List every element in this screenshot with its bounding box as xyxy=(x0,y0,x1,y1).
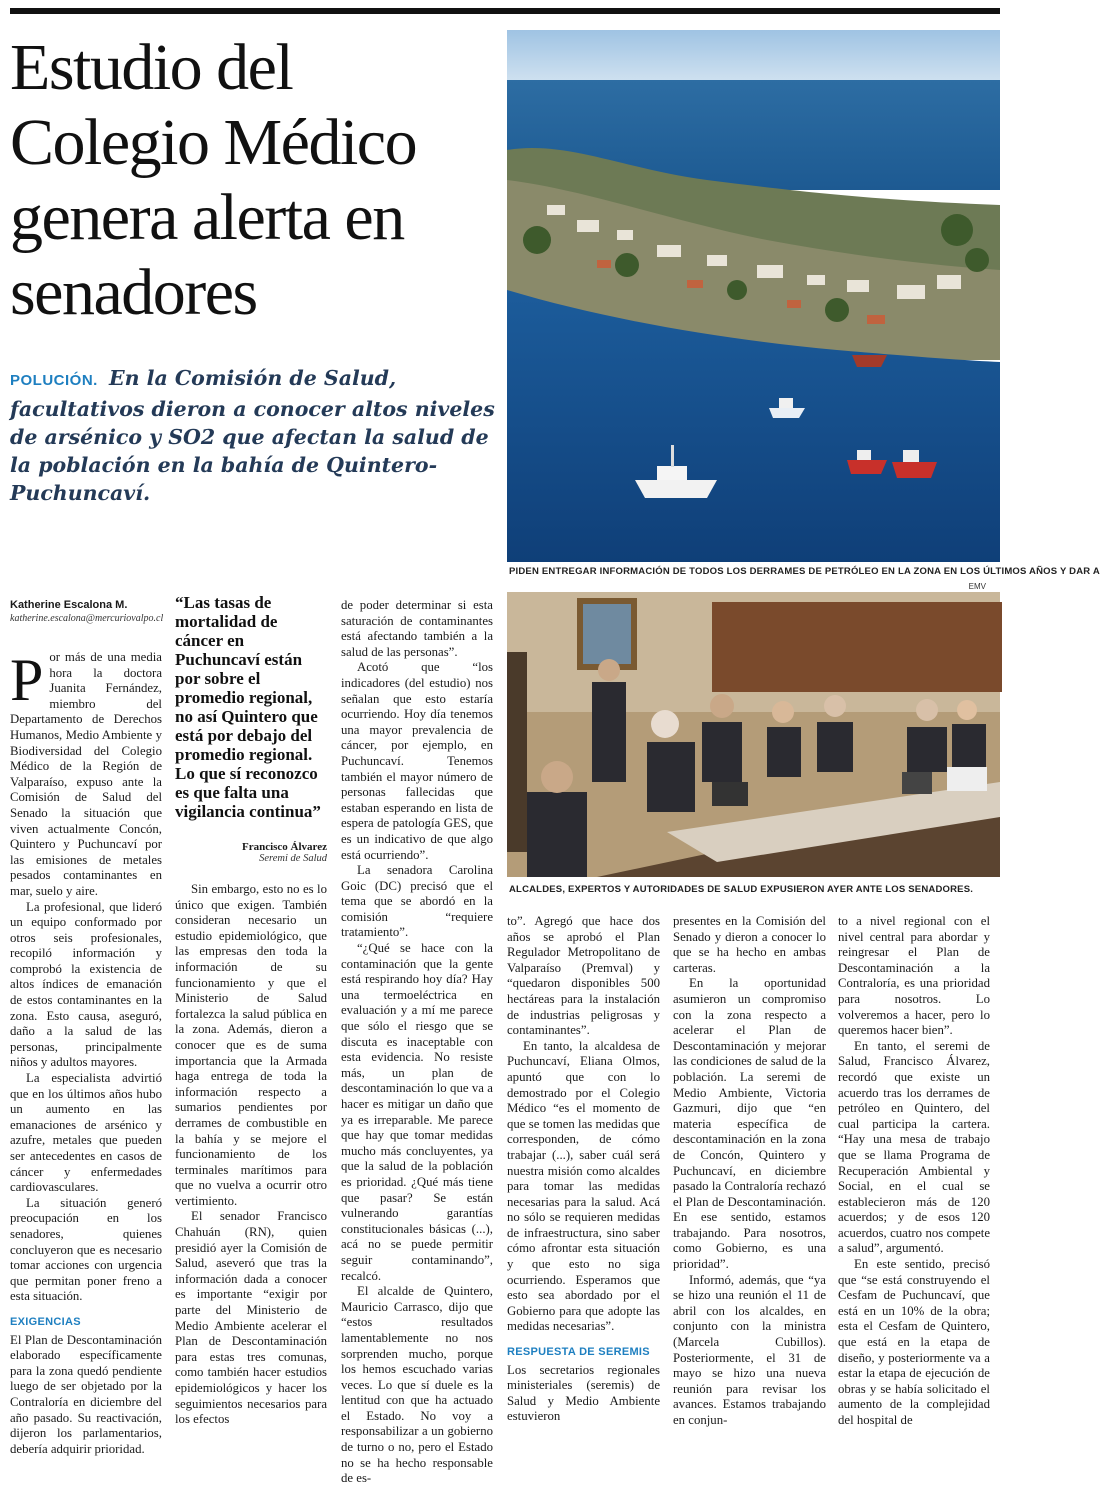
pull-quote-role: Seremi de Salud xyxy=(259,853,327,864)
byline-email: katherine.escalona@mercuriovalpo.cl xyxy=(10,613,164,624)
column-2 xyxy=(175,882,327,1428)
body-paragraph: Los secretarios regionales ministeriales (seremis) de Salud y Medio Ambiente estuvieron xyxy=(507,1362,660,1424)
body-paragraph: de poder determinar si esta saturación de contaminantes está afectando también a la salud de las personas”. xyxy=(341,598,493,659)
body-paragraph: La senadora Carolina Goic (DC) precisó que el tema que se abordó en la comisión “requiere tratamiento”. xyxy=(341,863,493,940)
photo-credit: EMV xyxy=(968,582,986,591)
drop-cap: P xyxy=(10,647,44,713)
pull-quote-name: Francisco Álvarez xyxy=(241,841,327,853)
lead-text: En la Comisión de Salud, facultativos dieron a conocer altos niveles de arsénico y SO2 que afectan la salud de la población en la bahía de Quintero-Puchuncaví. xyxy=(10,366,495,505)
body-paragraph: to a nivel regional con el nivel central para abordar y reingresar el Plan de Descontaminación a la Contraloría, es una prioridad para nosotros. Lo volveremos a hacer, pero lo queremos hacer bien”. xyxy=(838,914,990,1038)
column-1 xyxy=(10,598,162,1457)
bay-photo-caption: PIDEN ENTREGAR INFORMACIÓN DE TODOS LOS DERRAMES DE PETRÓLEO EN LA ZONA EN LOS ÚLTIMOS AÑOS Y DAR A xyxy=(509,566,1100,577)
headline: Estudio del Colegio Médico genera alerta en senadores xyxy=(10,31,417,329)
body-paragraph: to”. Agregó que hace dos años se aprobó el Plan Regulador Metropolitano de Valparaíso (Premval) y “quedaron disponibles 500 hectáreas para la instalación de industrias peligrosas y contaminantes”. xyxy=(507,914,660,1038)
meeting-photo xyxy=(507,592,1000,877)
body-paragraph: Por más de una media hora la doctora Juanita Fernández, miembro del Departamento de Derechos Humanos, Medio Ambiente y Biodiversidad del Colegio Médico de la Región de Valparaíso, expuso ante la Comisión de Salud del Senado la situación que viven actualmente Concón, Quintero y Puchuncaví por las emisiones de metales pesados contaminantes en mar, suelo y aire. xyxy=(10,647,162,898)
body-paragraph: presentes en la Comisión del Senado y dieron a conocer lo que se ha hecho en ambas carteras. xyxy=(673,914,826,975)
column-3 xyxy=(341,598,493,1487)
lead-paragraph xyxy=(10,364,500,507)
body-paragraph: Acotó que “los indicadores (del estudio) nos señalan que esto estaría ocurriendo. Hoy día tenemos una mayor prevalencia de cáncer, por ejemplo, en Puchuncaví. Tenemos también el mayor número de personas fallecidas que estaban esperando en lista de espera de patología GES, que es un indicativo de que algo está ocurriendo”. xyxy=(341,660,493,862)
body-paragraph: La situación generó preocupación en los senadores, quienes concluyeron que es necesario tomar acciones con urgencia que permitan poner freno a esta situación. xyxy=(10,1195,162,1304)
top-rule xyxy=(10,8,1000,14)
pull-quote xyxy=(175,593,327,864)
body-paragraph: La especialista advirtió que en los últimos años hubo un aumento en las emanaciones de arsénico y azufre, metales que pueden ser antecedentes en casos de cáncer y enfermedades cardiovasculares. xyxy=(10,1071,162,1195)
body-paragraph: La profesional, que lideró un equipo conformado por otros seis profesionales, recopiló información y comprobó la existencia de altos índices de emanación de estos contaminantes en la zona. Esto causa, aseguró, daño a la salud de las personas, principalmente niños y adultos mayores. xyxy=(10,899,162,1070)
column-5 xyxy=(673,914,826,1429)
column-6 xyxy=(838,914,990,1429)
body-paragraph: En tanto, la alcaldesa de Puchuncaví, Eliana Olmos, apuntó que con lo demostrado por el Colegio Médico “es el momento de que se tomen las medidas que corresponden, de cómo trabajar (...), saber cuál será nuestra misión como alcaldes para tomar las medidas necesarias para la salud. Acá no sólo se requieren medidas de infraestructura, sino saber cómo afrontar esta situación y que esto no siga ocurriendo. Esperamos que esto sea abordado por el Gobierno para que adopte las medidas necesarias”. xyxy=(507,1038,660,1334)
body-paragraph: El alcalde de Quintero, Mauricio Carrasco, dijo que “estos resultados lamentablemente no nos sorprenden mucho, porque los hemos escuchado varias veces. Lo que sí duele es la lentitud con que ha actuado el Estado. No voy a responsabilizar a un gobierno de turno o no, pero el Estado no se ha hecho responsable de es- xyxy=(341,1284,493,1486)
body-paragraph: En tanto, el seremi de Salud, Francisco Álvarez, recordó que existe un acuerdo tras los derrames de petróleo en Quintero, del cual participa la cartera. “Hay una mesa de trabajo que se llama Programa de Recuperación Ambiental y Social, en el cual se establecieron más de 120 acuerdos; y de esos 120 acuerdos, cuatro nos compete a salud”, argumentó. xyxy=(838,1038,990,1256)
column-4 xyxy=(507,914,660,1425)
byline-author: Katherine Escalona M. xyxy=(10,599,128,611)
body-paragraph: Informó, además, que “ya se hizo una reunión el 11 de abril con los alcaldes, en conjunto con la ministra (Marcela Cubillos). Posteriormente, el 31 de mayo se hizo una nueva reunión para revisar los avances. Estamos trabajando en conjun- xyxy=(673,1272,826,1427)
bay-photo xyxy=(507,30,1000,562)
subhead-seremis: RESPUESTA DE SEREMIS xyxy=(507,1346,650,1359)
subhead-exigencias: EXIGENCIAS xyxy=(10,1315,81,1328)
body-paragraph: En la oportunidad asumieron un compromiso con la zona respecto a acelerar el Plan de Descontaminación y mejorar las condiciones de salud de la población. La seremi de Medio Ambiente, Victoria Gazmuri, dijo que “en materia específica de descontaminación en la zona de Concón, Quintero y Puchuncaví, en diciembre pasado la Contraloría rechazó el Plan de Descontaminación. En ese sentido, estamos trabajando. Para nosotros, como Gobierno, es una prioridad”. xyxy=(673,976,826,1272)
pull-quote-text: “Las tasas de mortalidad de cáncer en Puchuncaví están por sobre el promedio regional, no así Quintero que está por debajo del promedio regional. Lo que sí reconozco es que falta una vigilancia continua” xyxy=(175,593,321,821)
body-paragraph: En este sentido, precisó que “se está construyendo el Cesfam de Puchuncaví, que está en un 10% de la obra; esta el Cesfam de Quintero, que está en la etapa de diseño, y posteriormente va a estar la etapa de ejecución de obras y se había solicitado el aumento de la complejidad del hospital de xyxy=(838,1257,990,1427)
body-paragraph: El Plan de Descontaminación elaborado específicamente para la zona quedó pendiente luego de ser objetado por la Contraloría en diciembre del año pasado. Su reactivación, dijeron los parlamentarios, debería adquirir prioridad. xyxy=(10,1332,162,1456)
meeting-photo-caption: ALCALDES, EXPERTOS Y AUTORIDADES DE SALUD EXPUSIERON AYER ANTE LOS SENADORES. xyxy=(509,884,974,895)
body-paragraph: Sin embargo, esto no es lo único que exigen. También consideran necesario un estudio epidemiológico, que las empresas den toda la información de su funcionamiento y que el Ministerio de Salud fortalezca la salud pública en la zona. Además, dieron a conocer que es de suma importancia que la Armada haga entrega de toda la información respecto a sumarios pendientes por derrames de combustible en la bahía y se mejore el funcionamiento de los terminales marítimos para que no vuelva a ocurrir otro vertimiento. xyxy=(175,882,327,1208)
body-paragraph: “¿Qué se hace con la contaminación que la gente está respirando hoy día? Hay una termoeléctrica en evaluación y a mí me parece que sólo el riesgo que se discuta es inaceptable con esta evidencia. No resiste más, un plan de descontaminación lo que va a hacer es mitigar un daño que ya es irreparable. Me parece que hay que tomar medidas mucho más concluyentes, ya que la salud de la población es prioridad. ¿Qué más tiene que pasar? Se están vulnerando garantías constitucionales básicas (...), acá no se puede permitir seguir contaminando”, recalcó. xyxy=(341,941,493,1283)
body-paragraph: El senador Francisco Chahuán (RN), quien presidió ayer la Comisión de Salud, aseveró que tras la información dada a conocer es importante “exigir por parte del Ministerio de Medio Ambiente acelerar el Plan de Descontaminación para estas tres comunas, como también hacer estudios epidemiológicos y hacer los seguimientos necesarios para los efectos xyxy=(175,1209,327,1427)
lead-kicker: POLUCIÓN. xyxy=(10,372,98,389)
